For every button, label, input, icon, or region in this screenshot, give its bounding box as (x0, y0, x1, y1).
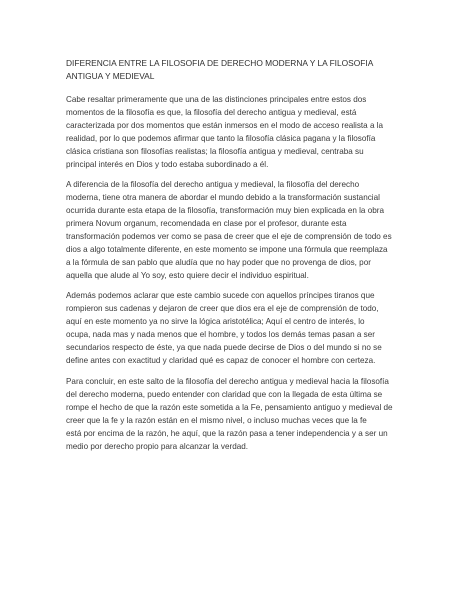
text-line: a la fórmula de san pablo que aludía que no hay poder que no provenga de dios, por (66, 258, 371, 268)
text-line: rompe el hecho de que la razón este sometida a la Fe, pensamiento antiguo y medieval de (66, 402, 393, 412)
text-line: Para concluir, en este salto de la filosofía del derecho antigua y medieval hacia la filosofía (66, 376, 389, 386)
title-line: DIFERENCIA ENTRE LA FILOSOFIA DE DERECHO MODERNA Y LA FILOSOFIA (66, 58, 374, 68)
document-body (66, 57, 414, 460)
text-line: A diferencia de la filosofía del derecho antigua y medieval, la filosofía del derecho (66, 179, 360, 189)
text-line: principal interés en Dios y todo estaba subordinado a él. (66, 159, 269, 169)
text-line: está por encima de la razón, he aquí, que la razón pasa a tener independencia y a ser un (66, 428, 388, 438)
text-line: medio por derecho propio para alcanzar la verdad. (66, 441, 249, 451)
text-line: realidad, por lo que podemos afirmar que tanto la filosofía clásica pagana y la filosofía (66, 133, 376, 143)
text-line: Cabe resaltar primeramente que una de las distinciones principales entre estos dos (66, 94, 367, 104)
text-line: ocurrida durante esta etapa de la filosofía, transformación muy bien explicada en la obra (66, 205, 384, 215)
text-line: caracterizada por dos momentos que están inmersos en el modo de acceso realista a la (66, 120, 384, 130)
text-line: transformación podemos ver como se pasa de creer que el eje de comprensión de todo es (66, 232, 392, 242)
paragraph-3 (66, 289, 414, 367)
text-line: creer que la fe y la razón están en el mismo nivel, o incluso muchas veces que la fe (66, 415, 367, 425)
text-line: Además podemos aclarar que este cambio sucede con aquellos príncipes tiranos que (66, 291, 375, 301)
text-line: momentos de la filosofía es que, la filosofía del derecho antigua y medieval, está (66, 107, 357, 117)
paragraph-2 (66, 178, 414, 282)
text-line: aquella que alude al Yo soy, esto quiere decir el individuo espiritual. (66, 271, 309, 281)
document-title (66, 57, 414, 84)
paragraph-1 (66, 93, 414, 171)
text-line: primera Novum organum, recomendada en clase por el profesor, durante esta (66, 219, 347, 229)
text-line: secundarios respecto de éste, ya que nada puede decirse de Dios o del mundo si no se (66, 343, 382, 353)
text-line: ocupa, nada mas y nada menos que el hombre, y todos los demás temas pasan a ser (66, 330, 375, 340)
text-line: del derecho moderna, puedo entender con claridad que con la llegada de esta última se (66, 389, 383, 399)
text-line: clásica cristiana son filosofías realistas; la filosofía antigua y medieval, centraba su (66, 146, 364, 156)
title-line: ANTIGUA Y MEDIEVAL (66, 71, 155, 82)
text-line: moderna, tiene otra manera de abordar el mundo debido a la transformación sustancial (66, 192, 380, 202)
text-line: define antes con exactitud y claridad qué es capaz de conocer el hombre con certeza. (66, 356, 376, 366)
text-line: rompieron sus cadenas y dejaron de creer que dios era el eje de comprensión de todo, (66, 304, 379, 314)
text-line: aquí en este momento ya no sirve la lógica aristotélica; Aquí el centro de interés, lo (66, 317, 365, 327)
text-line: dios a algo totalmente diferente, en este momento se impone una fórmula que reemplaza (66, 245, 388, 255)
paragraph-4 (66, 375, 414, 453)
